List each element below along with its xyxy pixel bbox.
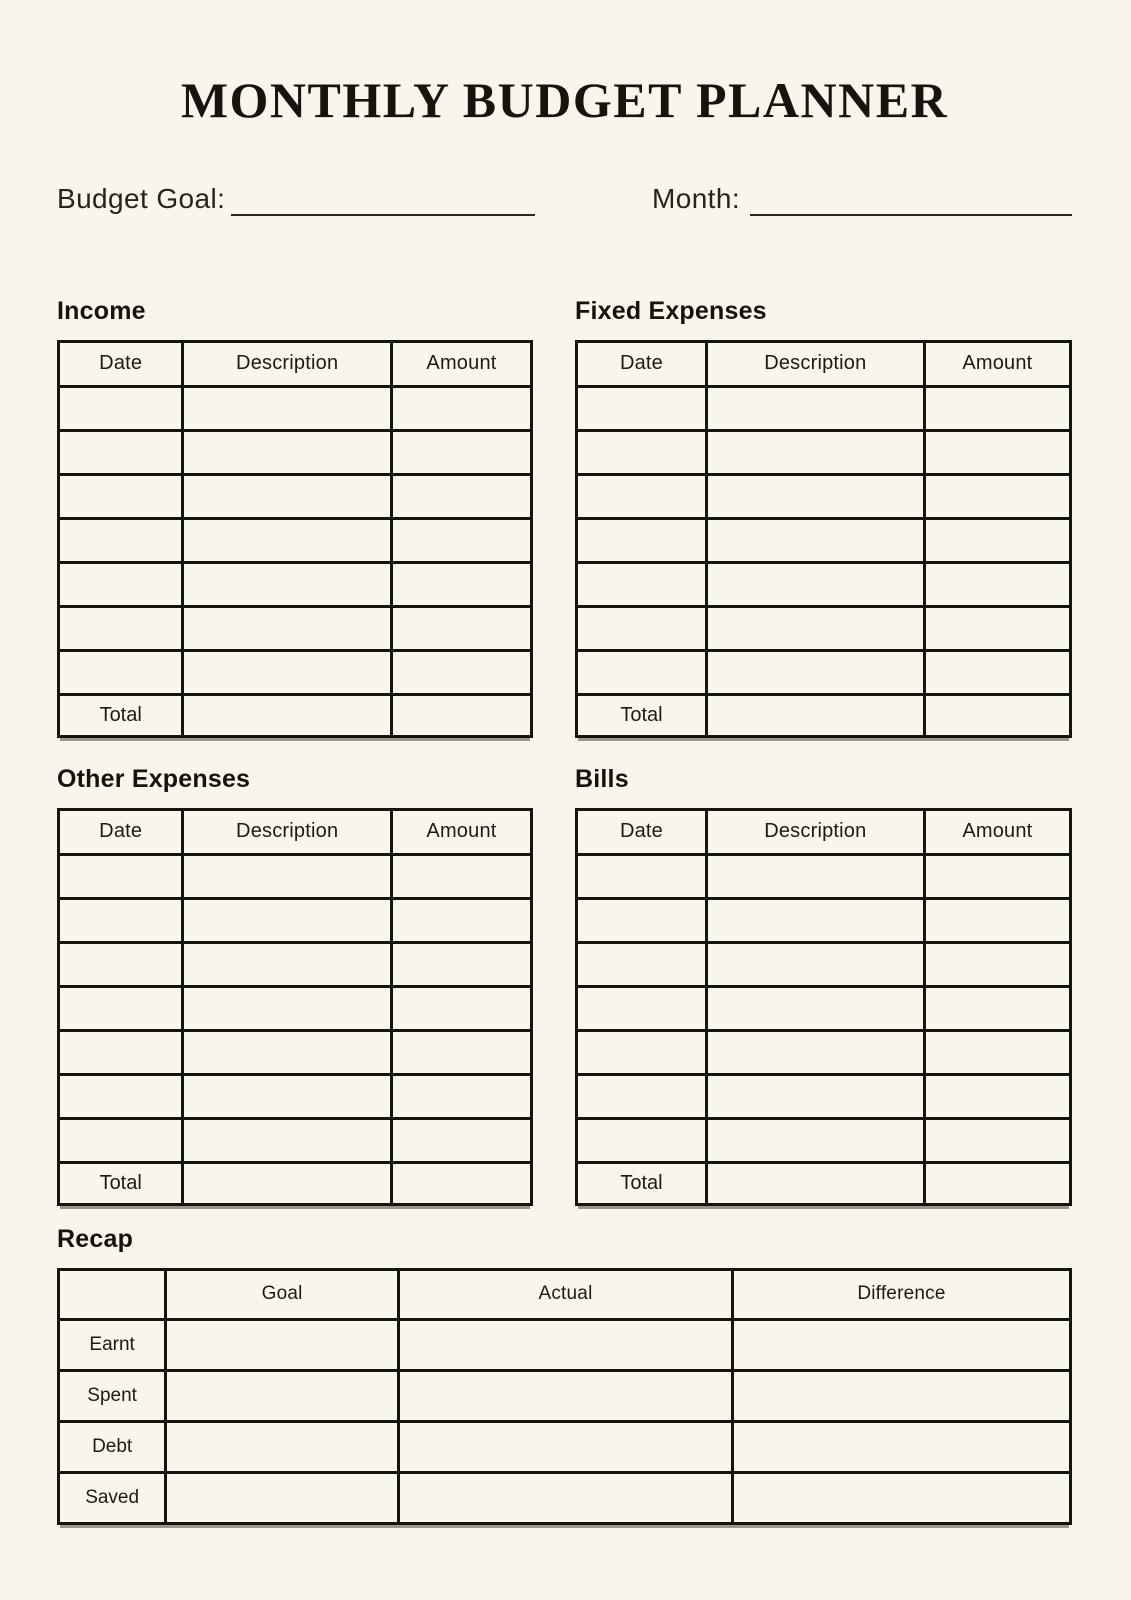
month-input-line[interactable] <box>750 182 1072 216</box>
empty-cell[interactable] <box>59 474 183 518</box>
empty-cell[interactable] <box>706 474 924 518</box>
empty-cell[interactable] <box>706 942 924 986</box>
table-row <box>59 606 532 650</box>
empty-cell[interactable] <box>706 386 924 430</box>
description-column-header: Description <box>183 809 392 854</box>
bills-heading: Bills <box>575 764 629 793</box>
empty-cell[interactable] <box>706 1030 924 1074</box>
table-row <box>577 1030 1071 1074</box>
table-row <box>577 518 1071 562</box>
table-row <box>577 650 1071 694</box>
empty-cell[interactable] <box>59 430 183 474</box>
empty-cell[interactable] <box>924 986 1070 1030</box>
empty-cell[interactable] <box>577 518 707 562</box>
empty-cell[interactable] <box>706 1118 924 1162</box>
empty-cell[interactable] <box>924 1118 1070 1162</box>
table-row <box>59 650 532 694</box>
table-row <box>59 562 532 606</box>
income-heading: Income <box>57 296 146 325</box>
empty-cell[interactable] <box>577 430 707 474</box>
table-row <box>59 1030 532 1074</box>
amount-column-header: Amount <box>391 341 531 386</box>
empty-cell[interactable] <box>59 942 183 986</box>
empty-cell[interactable] <box>391 942 531 986</box>
date-column-header: Date <box>577 341 707 386</box>
table-header-row <box>59 341 532 386</box>
empty-cell[interactable] <box>391 474 531 518</box>
empty-cell[interactable] <box>391 898 531 942</box>
empty-cell[interactable] <box>924 518 1070 562</box>
empty-cell[interactable] <box>391 606 531 650</box>
page-title: MONTHLY BUDGET PLANNER <box>180 72 949 128</box>
header-fields <box>57 182 1072 216</box>
empty-cell[interactable] <box>706 898 924 942</box>
fixed-expenses-table <box>575 340 1072 738</box>
empty-cell[interactable] <box>577 1118 707 1162</box>
table-header-row <box>59 809 532 854</box>
empty-cell[interactable] <box>706 562 924 606</box>
recap-row-spent <box>59 1370 1071 1421</box>
empty-cell[interactable] <box>391 1118 531 1162</box>
empty-cell[interactable] <box>183 474 392 518</box>
description-column-header: Description <box>183 341 392 386</box>
table-row <box>59 474 532 518</box>
debt-row-label: Debt <box>59 1421 166 1472</box>
empty-cell[interactable] <box>59 898 183 942</box>
empty-cell[interactable] <box>924 1074 1070 1118</box>
total-amount-cell[interactable] <box>391 694 531 736</box>
recap-heading: Recap <box>57 1224 134 1253</box>
empty-cell[interactable] <box>924 942 1070 986</box>
recap-section <box>57 1224 1072 1525</box>
empty-cell[interactable] <box>391 518 531 562</box>
month-field-group <box>652 182 1072 216</box>
table-row <box>577 474 1071 518</box>
saved-row-label: Saved <box>59 1472 166 1523</box>
budget-goal-label: Budget Goal: <box>57 182 226 214</box>
empty-cell[interactable] <box>59 1030 183 1074</box>
empty-cell[interactable] <box>577 1030 707 1074</box>
total-amount-cell[interactable] <box>924 1162 1070 1204</box>
total-label: Total <box>577 694 707 736</box>
empty-cell[interactable] <box>706 854 924 898</box>
empty-cell[interactable] <box>924 898 1070 942</box>
empty-cell[interactable] <box>391 386 531 430</box>
saved-difference-cell[interactable] <box>732 1472 1070 1523</box>
empty-cell[interactable] <box>924 474 1070 518</box>
table-row <box>59 386 532 430</box>
difference-column-header: Difference <box>732 1269 1070 1319</box>
empty-cell[interactable] <box>577 942 707 986</box>
table-row <box>577 898 1071 942</box>
table-row <box>577 1118 1071 1162</box>
other-expenses-section <box>57 764 533 1206</box>
table-row <box>577 562 1071 606</box>
amount-column-header: Amount <box>924 341 1070 386</box>
total-row <box>577 1162 1071 1204</box>
empty-cell[interactable] <box>391 430 531 474</box>
budget-goal-field-group <box>57 182 535 216</box>
table-row <box>577 1074 1071 1118</box>
empty-cell[interactable] <box>924 1030 1070 1074</box>
total-label: Total <box>577 1162 707 1204</box>
table-header-row <box>577 341 1071 386</box>
empty-cell[interactable] <box>59 986 183 1030</box>
empty-cell[interactable] <box>183 986 392 1030</box>
empty-cell[interactable] <box>183 1030 392 1074</box>
empty-cell[interactable] <box>706 606 924 650</box>
total-row <box>577 694 1071 736</box>
empty-cell[interactable] <box>577 606 707 650</box>
other-expenses-heading: Other Expenses <box>57 764 251 793</box>
table-row <box>59 1074 532 1118</box>
empty-cell[interactable] <box>924 854 1070 898</box>
empty-cell[interactable] <box>924 430 1070 474</box>
empty-cell[interactable] <box>183 1074 392 1118</box>
spent-row-label: Spent <box>59 1370 166 1421</box>
empty-cell[interactable] <box>577 1074 707 1118</box>
saved-actual-cell[interactable] <box>399 1472 733 1523</box>
earnt-goal-cell[interactable] <box>166 1319 399 1370</box>
empty-cell[interactable] <box>577 898 707 942</box>
earnt-row-label: Earnt <box>59 1319 166 1370</box>
total-row <box>59 694 532 736</box>
table-row <box>577 942 1071 986</box>
table-row <box>577 854 1071 898</box>
recap-row-debt <box>59 1421 1071 1472</box>
recap-row-saved <box>59 1472 1071 1523</box>
total-amount-cell[interactable] <box>391 1162 531 1204</box>
other-expenses-table <box>57 808 533 1206</box>
goal-column-header: Goal <box>166 1269 399 1319</box>
recap-table <box>57 1268 1072 1525</box>
empty-cell[interactable] <box>577 562 707 606</box>
bills-section <box>575 764 1072 1206</box>
empty-cell[interactable] <box>706 430 924 474</box>
total-description-cell[interactable] <box>183 1162 392 1204</box>
fixed-expenses-heading: Fixed Expenses <box>575 296 767 325</box>
income-section <box>57 296 533 738</box>
empty-cell[interactable] <box>183 942 392 986</box>
table-row <box>577 986 1071 1030</box>
empty-cell[interactable] <box>577 474 707 518</box>
fixed-expenses-section <box>575 296 1072 738</box>
recap-header-row <box>59 1269 1071 1319</box>
empty-cell[interactable] <box>924 562 1070 606</box>
empty-cell[interactable] <box>391 562 531 606</box>
empty-cell[interactable] <box>706 518 924 562</box>
earnt-actual-cell[interactable] <box>399 1319 733 1370</box>
debt-difference-cell[interactable] <box>732 1421 1070 1472</box>
empty-cell[interactable] <box>924 650 1070 694</box>
debt-actual-cell[interactable] <box>399 1421 733 1472</box>
empty-cell[interactable] <box>577 650 707 694</box>
empty-cell[interactable] <box>59 518 183 562</box>
saved-goal-cell[interactable] <box>166 1472 399 1523</box>
empty-cell[interactable] <box>59 1118 183 1162</box>
date-column-header: Date <box>59 809 183 854</box>
date-column-header: Date <box>577 809 707 854</box>
description-column-header: Description <box>706 809 924 854</box>
empty-cell[interactable] <box>924 606 1070 650</box>
empty-cell[interactable] <box>706 986 924 1030</box>
empty-cell[interactable] <box>577 986 707 1030</box>
empty-cell[interactable] <box>183 650 392 694</box>
recap-row-earnt <box>59 1319 1071 1370</box>
empty-cell[interactable] <box>391 854 531 898</box>
total-description-cell[interactable] <box>706 694 924 736</box>
table-row <box>59 942 532 986</box>
empty-cell[interactable] <box>183 518 392 562</box>
empty-cell[interactable] <box>391 650 531 694</box>
empty-cell[interactable] <box>577 386 707 430</box>
spent-actual-cell[interactable] <box>399 1370 733 1421</box>
income-table <box>57 340 533 738</box>
empty-cell[interactable] <box>183 1118 392 1162</box>
empty-cell[interactable] <box>924 386 1070 430</box>
table-row <box>59 1118 532 1162</box>
empty-cell[interactable] <box>59 386 183 430</box>
empty-cell[interactable] <box>391 1030 531 1074</box>
empty-cell[interactable] <box>183 854 392 898</box>
empty-cell[interactable] <box>391 986 531 1030</box>
table-row <box>59 854 532 898</box>
table-row <box>59 898 532 942</box>
empty-cell[interactable] <box>183 898 392 942</box>
empty-cell[interactable] <box>706 650 924 694</box>
spent-goal-cell[interactable] <box>166 1370 399 1421</box>
empty-cell[interactable] <box>183 386 392 430</box>
empty-cell[interactable] <box>577 854 707 898</box>
total-label: Total <box>59 694 183 736</box>
bills-table <box>575 808 1072 1206</box>
empty-cell[interactable] <box>183 562 392 606</box>
empty-cell[interactable] <box>183 430 392 474</box>
empty-cell[interactable] <box>391 1074 531 1118</box>
description-column-header: Description <box>706 341 924 386</box>
empty-cell[interactable] <box>59 1074 183 1118</box>
table-header-row <box>577 809 1071 854</box>
total-description-cell[interactable] <box>706 1162 924 1204</box>
table-row <box>59 986 532 1030</box>
empty-cell[interactable] <box>59 606 183 650</box>
spent-difference-cell[interactable] <box>732 1370 1070 1421</box>
table-row <box>59 430 532 474</box>
actual-column-header: Actual <box>399 1269 733 1319</box>
empty-cell[interactable] <box>183 606 392 650</box>
date-column-header: Date <box>59 341 183 386</box>
empty-cell[interactable] <box>59 562 183 606</box>
debt-goal-cell[interactable] <box>166 1421 399 1472</box>
empty-cell[interactable] <box>59 650 183 694</box>
total-amount-cell[interactable] <box>924 694 1070 736</box>
amount-column-header: Amount <box>924 809 1070 854</box>
amount-column-header: Amount <box>391 809 531 854</box>
recap-corner-cell <box>59 1269 166 1319</box>
total-label: Total <box>59 1162 183 1204</box>
budget-tables-grid <box>57 296 1072 1206</box>
budget-goal-input-line[interactable] <box>231 182 535 216</box>
total-description-cell[interactable] <box>183 694 392 736</box>
table-row <box>577 430 1071 474</box>
total-row <box>59 1162 532 1204</box>
table-row <box>59 518 532 562</box>
empty-cell[interactable] <box>706 1074 924 1118</box>
month-label: Month: <box>652 182 740 214</box>
empty-cell[interactable] <box>59 854 183 898</box>
table-row <box>577 606 1071 650</box>
earnt-difference-cell[interactable] <box>732 1319 1070 1370</box>
table-row <box>577 386 1071 430</box>
